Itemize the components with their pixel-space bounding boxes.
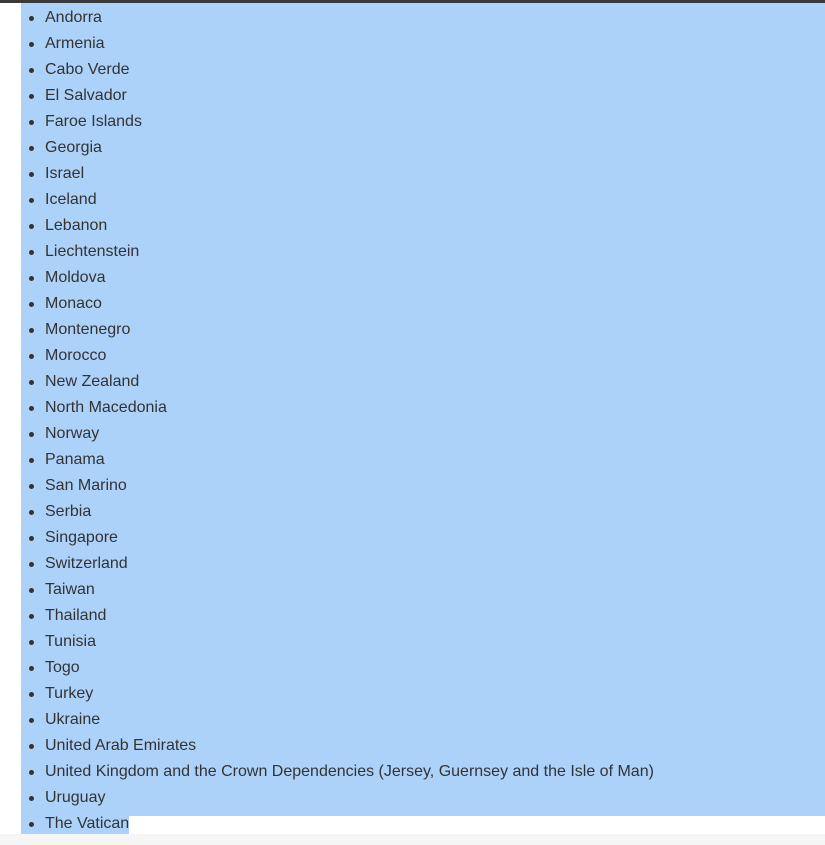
list-item bbox=[0, 57, 654, 83]
list-item bbox=[0, 655, 654, 681]
list-item bbox=[0, 265, 654, 291]
bullet-icon bbox=[29, 42, 34, 47]
list-item bbox=[0, 213, 654, 239]
bullet-icon bbox=[29, 666, 34, 671]
list-item bbox=[0, 369, 654, 395]
list-item-text[interactable]: Uruguay bbox=[45, 789, 106, 806]
bullet-icon bbox=[29, 744, 34, 749]
bullet-icon bbox=[29, 224, 34, 229]
list-item-text[interactable]: Panama bbox=[45, 451, 105, 468]
list-item-text[interactable]: Taiwan bbox=[45, 581, 95, 598]
bullet-icon bbox=[29, 406, 34, 411]
list-item-text[interactable]: Switzerland bbox=[45, 555, 128, 572]
list-item bbox=[0, 5, 654, 31]
list-item bbox=[0, 603, 654, 629]
bullet-icon bbox=[29, 562, 34, 567]
list-item bbox=[0, 291, 654, 317]
list-item-text[interactable]: Iceland bbox=[45, 191, 97, 208]
bullet-icon bbox=[29, 120, 34, 125]
list-item-text[interactable]: Lebanon bbox=[45, 217, 108, 234]
list-item bbox=[0, 135, 654, 161]
bullet-icon bbox=[29, 16, 34, 21]
list-item bbox=[0, 343, 654, 369]
list-item-text[interactable]: North Macedonia bbox=[45, 399, 167, 416]
list-item bbox=[0, 421, 654, 447]
country-list bbox=[0, 5, 654, 837]
bullet-icon bbox=[29, 510, 34, 515]
bullet-icon bbox=[29, 458, 34, 463]
bullet-icon bbox=[29, 796, 34, 801]
list-item-text[interactable]: El Salvador bbox=[45, 87, 127, 104]
list-item bbox=[0, 551, 654, 577]
list-item-text[interactable]: Cabo Verde bbox=[45, 61, 130, 78]
bullet-icon bbox=[29, 822, 34, 827]
bullet-icon bbox=[29, 354, 34, 359]
list-item bbox=[0, 733, 654, 759]
list-item-text[interactable]: United Kingdom and the Crown Dependencies (Jersey, Guernsey and the Isle of Man) bbox=[45, 763, 654, 780]
bullet-icon bbox=[29, 198, 34, 203]
list-item-text[interactable]: Georgia bbox=[45, 139, 102, 156]
list-item-text[interactable]: Morocco bbox=[45, 347, 107, 364]
list-item bbox=[0, 239, 654, 265]
bullet-icon bbox=[29, 614, 34, 619]
list-item-text[interactable]: Faroe Islands bbox=[45, 113, 142, 130]
list-item bbox=[0, 707, 654, 733]
list-item bbox=[0, 395, 654, 421]
list-item-text[interactable]: Singapore bbox=[45, 529, 118, 546]
bullet-icon bbox=[29, 692, 34, 697]
bullet-icon bbox=[29, 432, 34, 437]
bullet-icon bbox=[29, 718, 34, 723]
bullet-icon bbox=[29, 640, 34, 645]
list-item-text[interactable]: The Vatican bbox=[45, 815, 130, 832]
bullet-icon bbox=[29, 250, 34, 255]
list-item bbox=[0, 811, 654, 837]
bullet-icon bbox=[29, 146, 34, 151]
bullet-icon bbox=[29, 328, 34, 333]
list-item bbox=[0, 577, 654, 603]
list-item bbox=[0, 31, 654, 57]
list-item-text[interactable]: Norway bbox=[45, 425, 100, 442]
list-item-text[interactable]: New Zealand bbox=[45, 373, 140, 390]
list-item-text[interactable]: San Marino bbox=[45, 477, 127, 494]
bullet-icon bbox=[29, 588, 34, 593]
list-item bbox=[0, 317, 654, 343]
list-item-text[interactable]: Moldova bbox=[45, 269, 106, 286]
list-item-text[interactable]: Monaco bbox=[45, 295, 102, 312]
list-item bbox=[0, 629, 654, 655]
list-item-text[interactable]: Montenegro bbox=[45, 321, 131, 338]
list-item-text[interactable]: Andorra bbox=[45, 9, 102, 26]
list-item bbox=[0, 785, 654, 811]
list-item-text[interactable]: Togo bbox=[45, 659, 80, 676]
list-item bbox=[0, 161, 654, 187]
list-item bbox=[0, 109, 654, 135]
list-item bbox=[0, 83, 654, 109]
list-item bbox=[0, 447, 654, 473]
bullet-icon bbox=[29, 68, 34, 73]
list-item-text[interactable]: United Arab Emirates bbox=[45, 737, 197, 754]
list-item-text[interactable]: Armenia bbox=[45, 35, 105, 52]
list-item-text[interactable]: Ukraine bbox=[45, 711, 101, 728]
bullet-icon bbox=[29, 380, 34, 385]
bullet-icon bbox=[29, 302, 34, 307]
bullet-icon bbox=[29, 94, 34, 99]
list-item-text[interactable]: Liechtenstein bbox=[45, 243, 140, 260]
list-item-text[interactable]: Turkey bbox=[45, 685, 94, 702]
list-item-text[interactable]: Tunisia bbox=[45, 633, 96, 650]
list-item bbox=[0, 187, 654, 213]
bullet-icon bbox=[29, 276, 34, 281]
list-item bbox=[0, 759, 654, 785]
bullet-icon bbox=[29, 172, 34, 177]
bullet-icon bbox=[29, 484, 34, 489]
list-item-text[interactable]: Thailand bbox=[45, 607, 107, 624]
list-item bbox=[0, 681, 654, 707]
list-item bbox=[0, 525, 654, 551]
list-item-text[interactable]: Israel bbox=[45, 165, 85, 182]
list-item-text[interactable]: Serbia bbox=[45, 503, 92, 520]
bullet-icon bbox=[29, 536, 34, 541]
bullet-icon bbox=[29, 770, 34, 775]
list-item bbox=[0, 499, 654, 525]
list-item bbox=[0, 473, 654, 499]
